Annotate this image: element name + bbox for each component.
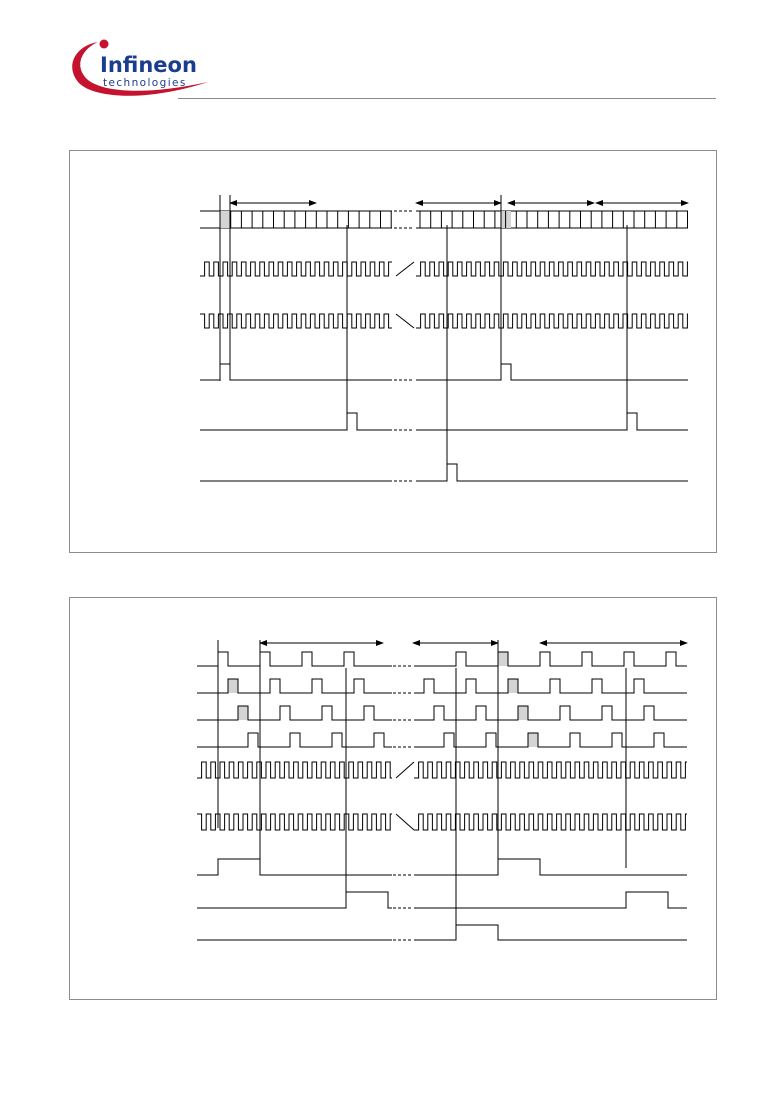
frame-strobe-3-right (416, 464, 688, 481)
timing-diagram-top-frame (69, 150, 717, 553)
channel-row-3-right (414, 706, 687, 720)
channel-row-1-left (197, 652, 392, 666)
channel-row-4-right (414, 733, 687, 747)
logo-dot (100, 40, 109, 49)
timing-diagram-bottom (70, 598, 716, 999)
channel-row-4-left (197, 733, 392, 747)
clock-2-left (200, 314, 392, 328)
frame-strobe-1-right (414, 859, 687, 875)
slot-shaded-row-1 (498, 652, 508, 666)
clock-1-left (200, 262, 392, 276)
slot-shaded-row-3 (518, 706, 528, 720)
timing-diagram-bottom-frame (69, 597, 717, 1000)
frame-strobe-1-left (200, 364, 392, 380)
slot-shaded-row-4 (528, 733, 538, 747)
frame-strobe-2-right (416, 413, 688, 430)
frame-strobe-1-left (197, 859, 392, 875)
clock-2-right (416, 314, 688, 328)
clock-2-break (396, 814, 414, 830)
frame-strobe-1-right (416, 364, 688, 380)
logo-sub-text: technologies (103, 77, 187, 89)
clock-1-right (416, 262, 688, 276)
channel-row-1-right (414, 652, 687, 666)
channel-row-2-right (414, 679, 687, 693)
clock-2-right (414, 814, 687, 830)
clock-1-break (396, 762, 414, 778)
slot-shaded-row-3 (238, 706, 248, 720)
clock-1-left (197, 762, 392, 778)
clock-2-break (396, 314, 414, 328)
channel-row-3-left (197, 706, 392, 720)
slot-shaded-row-2 (228, 679, 238, 693)
frame-strobe-2-left (197, 892, 392, 908)
slot-shaded-row-2 (508, 679, 518, 693)
clock-1-break (396, 262, 414, 276)
slot-shaded-1 (220, 211, 230, 228)
frame-strobe-3-right (414, 925, 687, 940)
header-rule (178, 98, 716, 99)
frame-strobe-2-right (414, 892, 687, 908)
logo-brand-text: Infineon (100, 53, 197, 77)
infineon-logo (66, 36, 216, 104)
clock-2-left (197, 814, 392, 830)
frame-strobe-2-left (200, 413, 392, 430)
channel-row-2-left (197, 679, 392, 693)
clock-1-right (414, 762, 687, 778)
timing-diagram-top (70, 151, 716, 552)
